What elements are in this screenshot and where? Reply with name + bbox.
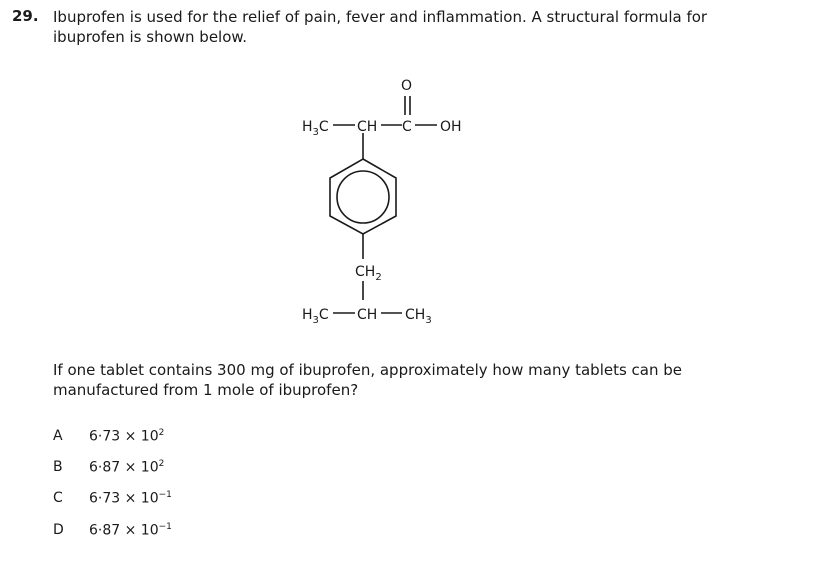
group-ch: CH: [357, 119, 378, 135]
group-oh: OH: [440, 119, 462, 135]
group-h3c: $H_3C$: [302, 119, 329, 138]
group-ch: CH: [357, 307, 378, 323]
question-intro: Ibuprofen is used for the relief of pain, fever and inflammation. A structural formula for ibuprofen is shown below.: [53, 8, 708, 46]
option-value: $6\cdot 87 \times 10^{-1}$: [89, 522, 172, 539]
group-ch3: $CH_3$: [405, 307, 432, 326]
option-letter: A: [53, 428, 63, 444]
option-value: $6\cdot 73 \times 10^2$: [89, 428, 165, 445]
atom-o: O: [401, 78, 413, 94]
benzene-ring-circle: [337, 171, 389, 223]
option-letter: D: [53, 522, 64, 538]
group-h3c: $H_3C$: [302, 307, 329, 326]
atom-c: C: [402, 119, 412, 135]
option-letter: B: [53, 459, 63, 475]
option-letter: C: [53, 490, 63, 506]
option-value: $6\cdot 87 \times 10^2$: [89, 459, 165, 476]
group-ch2: $CH_2$: [355, 264, 382, 283]
option-value: $6\cdot 73 \times 10^{-1}$: [89, 490, 172, 507]
question-prompt: If one tablet contains 300 mg of ibuprofen, approximately how many tablets can be manufactured from 1 mole of ibuprofen?: [53, 361, 683, 399]
question-number: 29.: [12, 7, 39, 25]
